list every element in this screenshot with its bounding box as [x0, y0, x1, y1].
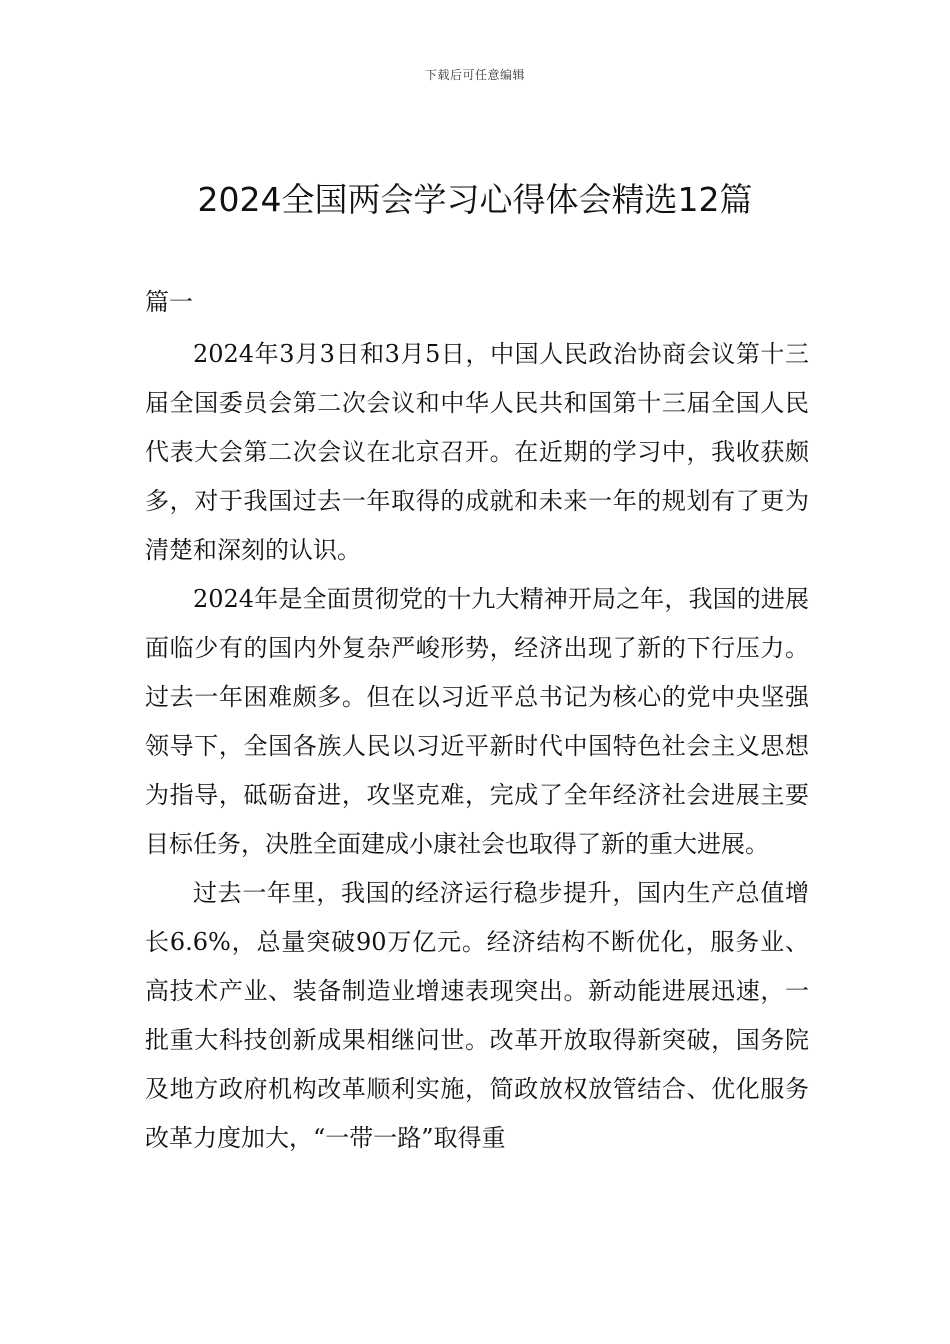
paragraph-2: 2024年是全面贯彻党的十九大精神开局之年，我国的进展面临少有的国内外复杂严峻形势，经济出现了新的下行压力。过去一年困难颇多。但在以习近平总书记为核心的党中央坚强领导下，全国各族人民以习近平新时代中国特色社会主义思想为指导，砥砺奋进，攻坚克难，完成了全年经济社会进展主要目标任务，决胜全面建成小康社会也取得了新的重大进展。 [145, 585, 809, 858]
section-label: 篇一 [145, 288, 193, 316]
document-title: 2024全国两会学习心得体会精选12篇 [197, 180, 753, 219]
body-text [145, 330, 809, 1163]
paragraph-1: 2024年3月3日和3月5日，中国人民政治协商会议第十三届全国委员会第二次会议和中华人民共和国第十三届全国人民代表大会第二次会议在北京召开。在近期的学习中，我收获颇多，对于我国过去一年取得的成就和未来一年的规划有了更为清楚和深刻的认识。 [145, 340, 809, 564]
paragraph-3: 过去一年里，我国的经济运行稳步提升，国内生产总值增长6.6%，总量突破90万亿元。经济结构不断优化，服务业、高技术产业、装备制造业增速表现突出。新动能进展迅速，一批重大科技创新成果相继问世。改革开放取得新突破，国务院及地方政府机构改革顺利实施，简政放权放管结合、优化服务改革力度加大，“一带一路”取得重 [145, 879, 809, 1152]
header-note: 下载后可任意编辑 [424, 68, 525, 82]
